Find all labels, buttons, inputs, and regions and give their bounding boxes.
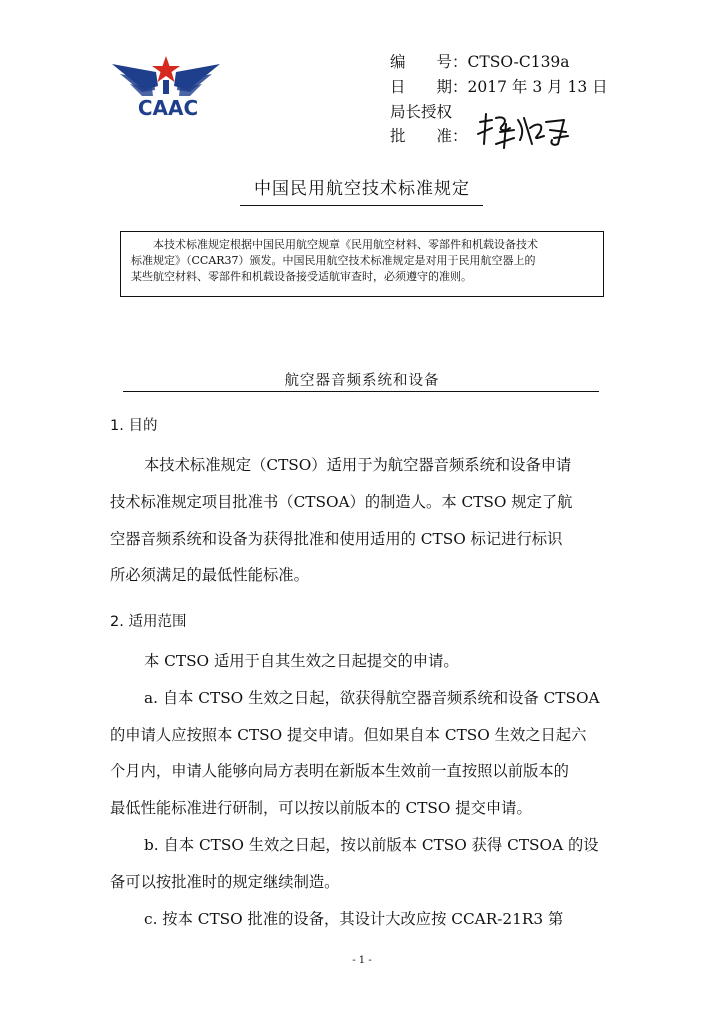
- notice-box: [120, 231, 604, 297]
- subject-title: 航空器音频系统和设备: [284, 373, 440, 389]
- doc-date-label: 日 期：: [390, 78, 468, 96]
- body-line: 的申请人应按照本 CTSO 提交申请。但如果自本 CTSO 生效之日起六: [110, 725, 587, 744]
- section-1-body: [110, 447, 614, 594]
- doc-number-row: [390, 53, 570, 71]
- body-line: 本技术标准规定（CTSO）适用于为航空器音频系统和设备申请: [144, 456, 572, 474]
- body-line: 技术标准规定项目批准书（CTSOA）的制造人。本 CTSO 规定了航: [110, 492, 573, 511]
- caac-logo: [108, 50, 224, 122]
- body-line: b. 自本 CTSO 生效之日起，按以前版本 CTSO 获得 CTSOA 的设: [144, 835, 599, 854]
- body-line: 个月内，申请人能够向局方表明在新版本生效前一直按照以前版本的: [110, 762, 569, 781]
- doc-number-value: CTSO-C139a: [467, 53, 570, 71]
- body-line: 备可以按批准时的规定继续制造。: [110, 872, 340, 891]
- approve-label: 批 准：: [390, 127, 468, 145]
- title-underline: [240, 205, 483, 206]
- body-line: 所必须满足的最低性能标准。: [110, 566, 309, 585]
- notice-line: 标准规定》（CCAR37）颁发。中国民用航空技术标准规定是对用于民用航空器上的: [131, 254, 536, 267]
- signature-image: [474, 110, 572, 152]
- body-line: 最低性能标准进行研制，可以按以前版本的 CTSO 提交申请。: [110, 799, 532, 818]
- doc-title: 中国民用航空技术标准规定: [254, 179, 470, 199]
- notice-line: 本技术标准规定根据中国民用航空规章《民用航空材料、零部件和机载设备技术: [153, 238, 538, 251]
- body-line: a. 自本 CTSO 生效之日起，欲获得航空器音频系统和设备 CTSOA: [144, 688, 600, 707]
- logo-text: CAAC: [137, 96, 199, 120]
- page-number: - 1 -: [352, 955, 372, 966]
- section-2-heading: 2. 适用范围: [110, 614, 187, 630]
- body-line: c. 按本 CTSO 批准的设备，其设计大改应按 CCAR-21R3 第: [144, 909, 564, 928]
- authority-label: 局长授权: [390, 103, 453, 121]
- subject-underline: [123, 391, 599, 392]
- body-line: 本 CTSO 适用于自其生效之日起提交的申请。: [144, 652, 459, 670]
- doc-date-row: [390, 78, 608, 96]
- doc-date-value: 2017 年 3 月 13 日: [467, 78, 608, 96]
- body-line: 空器音频系统和设备为获得批准和使用适用的 CTSO 标记进行标识: [110, 529, 563, 548]
- doc-number-label: 编 号：: [390, 53, 468, 71]
- notice-line: 某些航空材料、零部件和机载设备接受适航审查时，必须遵守的准则。: [131, 270, 472, 283]
- section-1-heading: 1. 目的: [110, 418, 158, 434]
- section-2-body: [110, 643, 614, 937]
